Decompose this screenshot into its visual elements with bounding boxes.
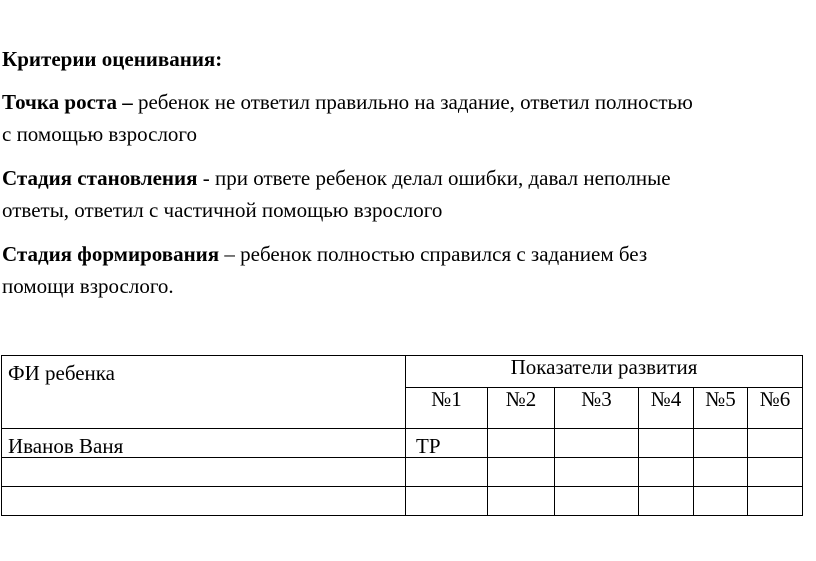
results-table [1,355,803,516]
indicator-cell [748,458,803,487]
table-header-row [2,356,803,388]
indicator-cell [639,458,694,487]
criterion-text: – ребенок полностью справился с заданием без [219,242,648,266]
indicator-value [748,429,802,435]
indicator-cell [748,429,803,458]
indicator-header: №6 [748,388,803,429]
criterion-formed-stage [2,238,814,302]
indicator-cell [555,487,639,516]
criterion-text: - при ответе ребенок делал ошибки, давал неполные [197,166,671,190]
indicator-cell [406,429,488,458]
criterion-term: Стадия формирования [2,242,220,266]
indicator-cell [694,429,748,458]
indicator-cell [694,487,748,516]
indicator-value [694,429,747,435]
indicator-value [555,429,638,435]
table-row [2,487,803,516]
criterion-text-continued: с помощью взрослого [2,122,198,146]
criterion-text: ребенок не ответил правильно на задание, ответил полностью [132,90,693,114]
indicator-cell [406,487,488,516]
table-row [2,458,803,487]
indicator-value [488,429,554,435]
indicator-header: №1 [406,388,488,429]
criteria-heading: Критерии оценивания: [2,47,223,71]
indicator-cell [555,458,639,487]
indicator-header: №4 [639,388,694,429]
child-name-cell [2,429,406,458]
indicator-header: №3 [555,388,639,429]
indicator-cell [488,487,555,516]
indicator-cell [488,458,555,487]
indicator-cell [639,487,694,516]
indicator-cell [555,429,639,458]
indicator-cell [748,487,803,516]
child-name-cell [2,458,406,487]
indicator-cell [488,429,555,458]
child-name [2,487,405,493]
indicator-cell [406,458,488,487]
criterion-text-continued: помощи взрослого. [2,274,174,298]
child-name-cell [2,487,406,516]
table-row [2,429,803,458]
criterion-term: Стадия становления [2,166,198,190]
indicators-group-header: Показатели развития [406,356,803,388]
indicator-value [639,429,693,435]
name-column-header [2,356,406,429]
criterion-text-continued: ответы, ответил с частичной помощью взрослого [2,198,443,222]
criterion-formation-stage [2,162,814,226]
child-name: Иванов Ваня [8,434,124,458]
indicator-value: ТР [416,434,441,458]
criterion-term: Точка роста – [2,90,133,114]
child-name [2,458,405,464]
indicator-cell [639,429,694,458]
criterion-growth-point [2,86,814,150]
indicator-header: №2 [488,388,555,429]
indicator-cell [694,458,748,487]
name-column-header-text: ФИ ребенка [8,361,115,385]
indicator-header: №5 [694,388,748,429]
